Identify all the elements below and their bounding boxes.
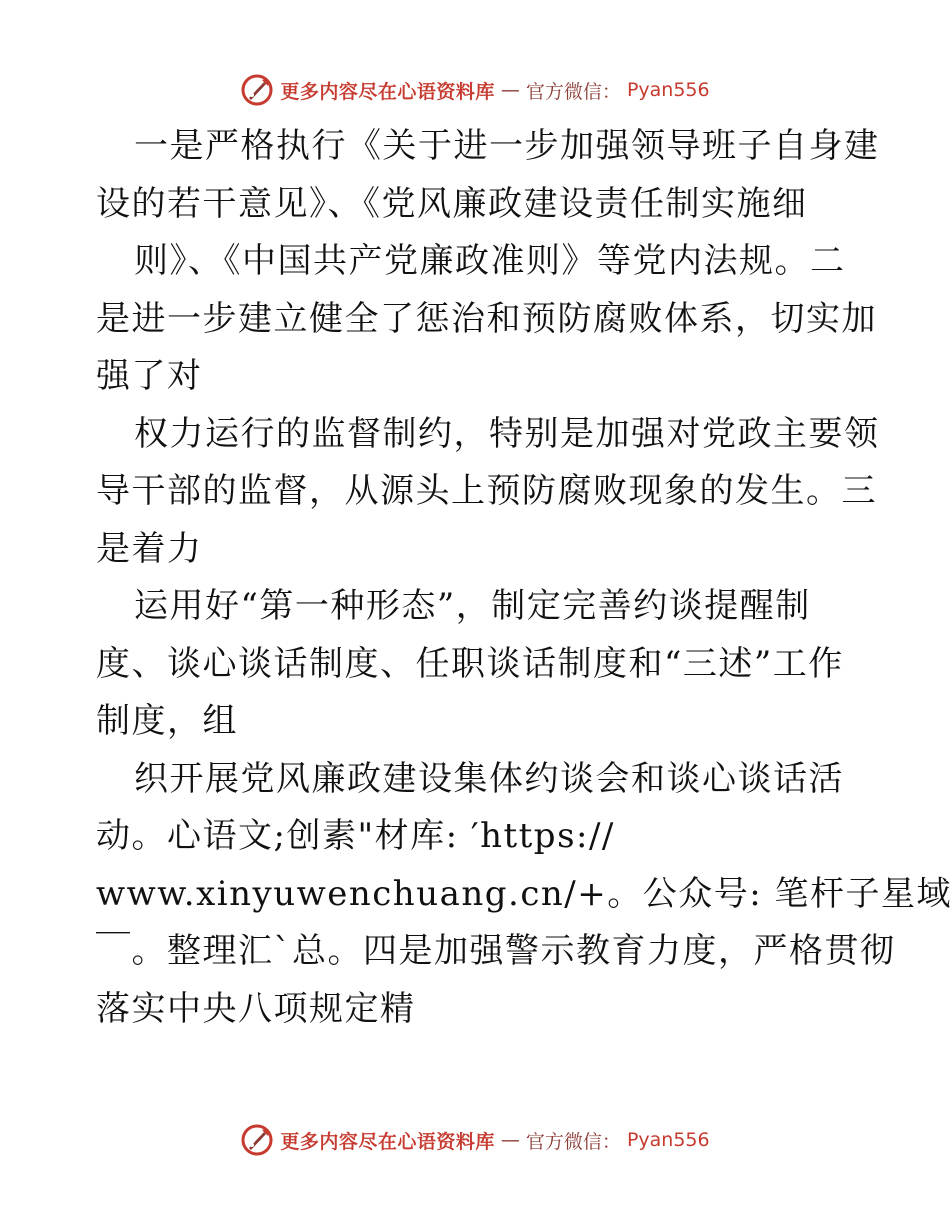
text-line: 运用好“第一种形态”，制定完善约谈提醒制 (134, 586, 811, 626)
text-line: 度、谈心谈话制度、任职谈话制度和“三述”工作 (96, 643, 844, 684)
text-line: 制度，组 (96, 701, 238, 741)
banner-separator: — (500, 1129, 520, 1151)
text-line: 是着力 (96, 528, 203, 569)
text-line: 是进一步建立健全了惩治和预防腐败体系，切实加 (96, 298, 877, 339)
text-line: 导干部的监督，从源头上预防腐败现象的发生。三 (96, 471, 877, 511)
text-line: www.xinyuwenchuang.cn/+。公众号: 笔杆子星域 (96, 873, 952, 914)
text-line: 则》、《中国共产党廉政准则》等党内法规。二 (134, 241, 846, 281)
quill-logo-icon (240, 73, 274, 107)
banner-separator: — (500, 79, 520, 101)
text-line: 一是严格执行《关于进一步加强领导班子自身建 (134, 126, 880, 166)
banner-wechat-id: Pyan556 (626, 79, 710, 101)
text-line: 权力运行的监督制约，特别是加强对党政主要领 (134, 413, 880, 454)
footer-banner[interactable] (0, 1120, 950, 1160)
quill-logo-icon (240, 1123, 274, 1157)
text-line: 动。心语文;创素"材库: ′https:// (96, 816, 615, 856)
header-banner[interactable] (0, 70, 950, 110)
document-body (96, 118, 952, 1038)
text-line: 织开展党风廉政建设集体约谈会和谈心谈话活 (134, 758, 844, 799)
text-line: 落实中央八项规定精 (96, 988, 416, 1029)
text-line: ￣。整理汇`总。四是加强警示教育力度，严格贯彻 (96, 931, 896, 971)
text-line: 强了对 (96, 356, 203, 396)
text-line: 设的若干意见》、《党风廉政建设责任制实施细 (96, 183, 808, 224)
banner-main-text: 更多内容尽在心语资料库 (280, 80, 495, 103)
banner-main-text: 更多内容尽在心语资料库 (280, 1130, 495, 1153)
banner-wechat-id: Pyan556 (626, 1129, 710, 1151)
banner-wechat-label: 官方微信： (525, 80, 621, 103)
banner-wechat-label: 官方微信： (525, 1130, 621, 1153)
